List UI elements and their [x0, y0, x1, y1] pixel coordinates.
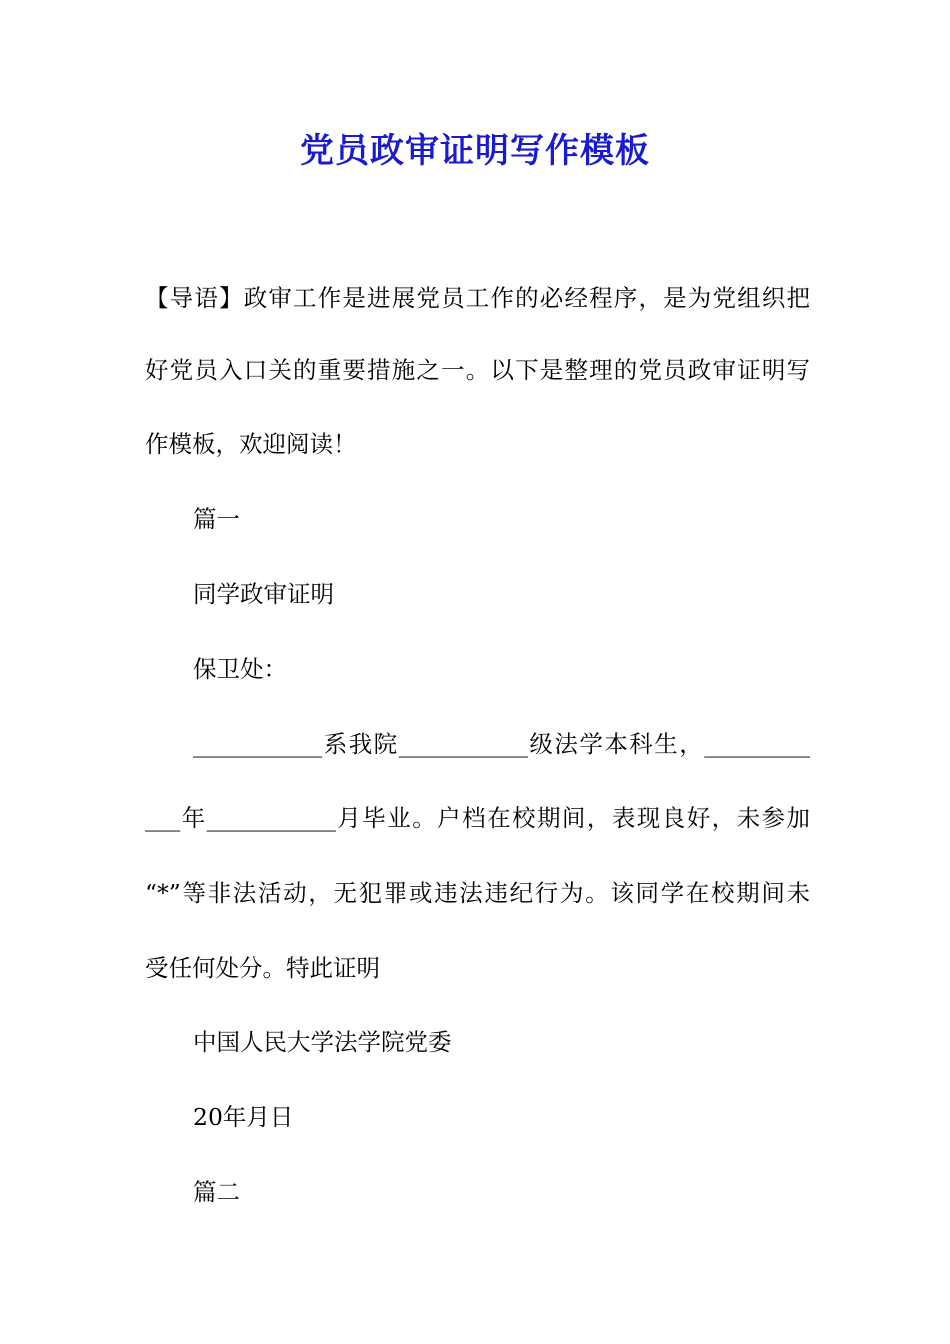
intro-line-1: 【导语】政审工作是进展党员工作的必经程序，是为党组织把: [145, 284, 810, 312]
addressee: 保卫处：: [193, 655, 287, 683]
document-title: 党员政审证明写作模板: [300, 131, 650, 171]
section-heading-1: 篇一: [193, 505, 240, 533]
signature-org: 中国人民大学法学院党委: [193, 1028, 452, 1056]
body-line-4: 受任何处分。特此证明: [145, 954, 380, 982]
certificate-title: 同学政审证明: [193, 580, 334, 608]
body-line-2: ___年___________月毕业。户档在校期间，表现良好，未参加: [145, 804, 810, 832]
intro-line-2: 好党员入口关的重要措施之一。以下是整理的党员政审证明写: [145, 356, 810, 384]
body-line-1: ___________系我院___________级法学本科生，_________: [193, 730, 810, 758]
section-heading-2: 篇二: [193, 1178, 240, 1206]
intro-line-3: 作模板，欢迎阅读！: [145, 430, 357, 458]
signature-date: 20年月日: [193, 1103, 294, 1131]
body-line-3: “*”等非法活动，无犯罪或违法违纪行为。该同学在校期间未: [145, 879, 810, 907]
